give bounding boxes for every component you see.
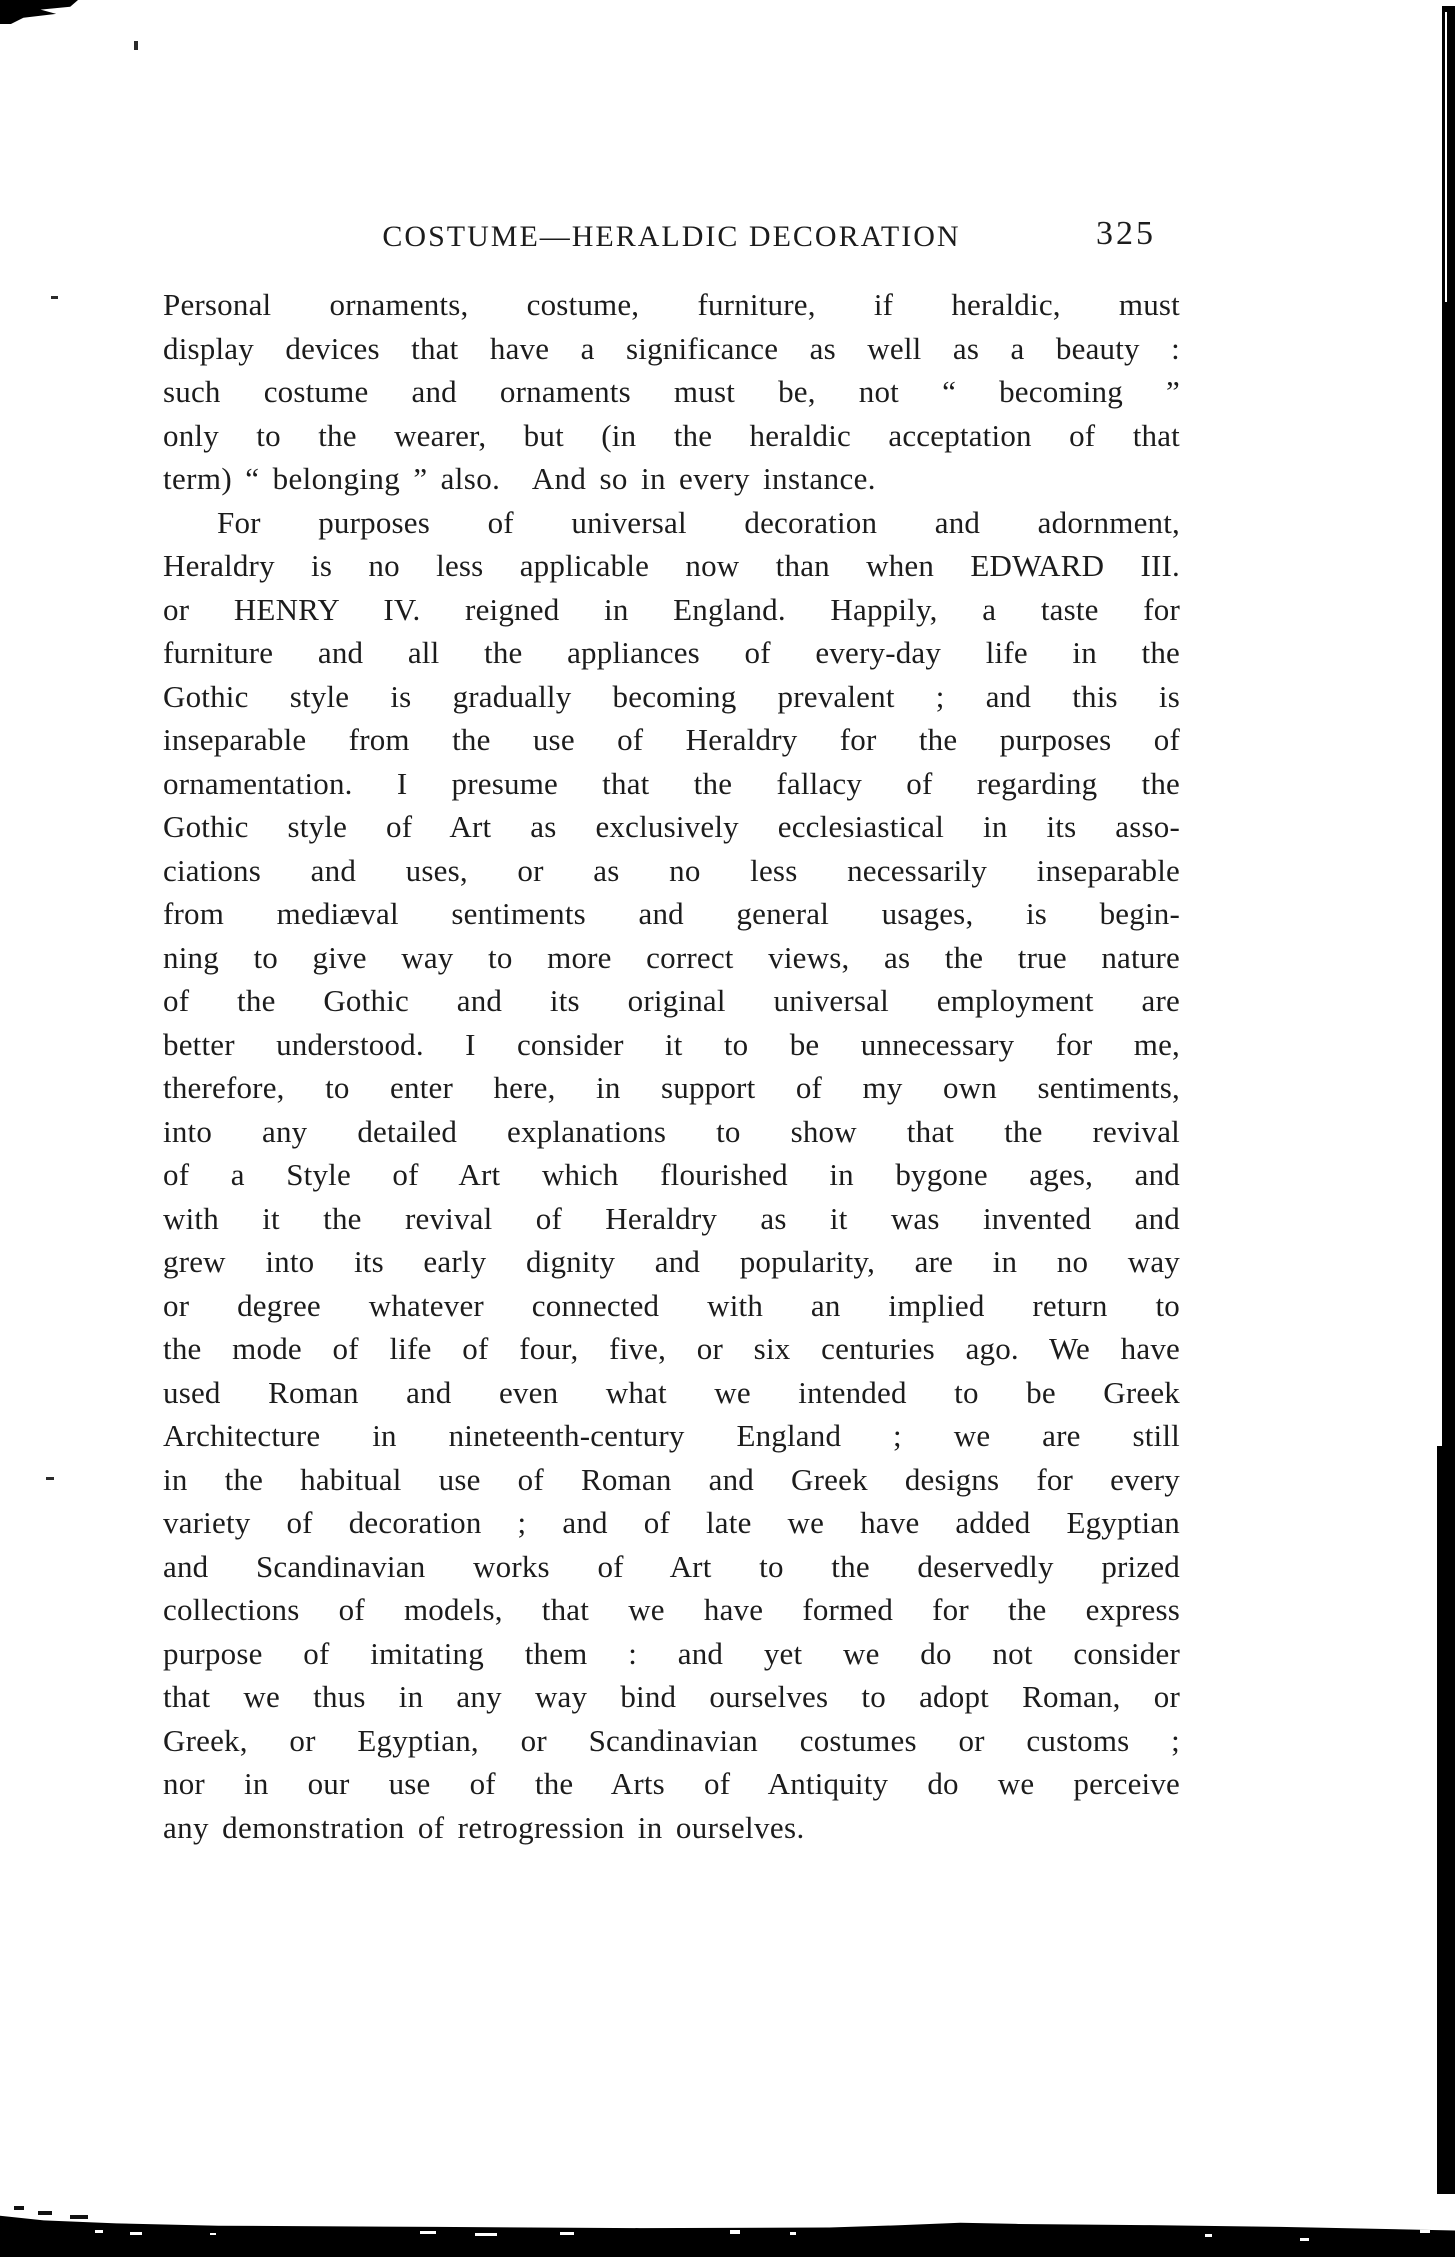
- scan-fleck: [560, 2232, 574, 2235]
- scan-artifact-bottom-edge: [0, 2198, 1455, 2257]
- text-line: grew into its early dignity and popularity, are in no way: [163, 1244, 1180, 1279]
- scan-artifact-corner-mark: [0, 0, 78, 24]
- running-title: COSTUME—HERALDIC DECORATION: [382, 220, 961, 253]
- text-line: Gothic style of Art as exclusively ecclesiastical in its asso-: [163, 809, 1180, 844]
- text-line: Personal ornaments, costume, furniture, if heraldic, must: [163, 287, 1180, 322]
- text-line: that we thus in any way bind ourselves to adopt Roman, or: [163, 1679, 1180, 1714]
- text-line: inseparable from the use of Heraldry for the purposes of: [163, 722, 1180, 757]
- text-line: from mediæval sentiments and general usages, is begin-: [163, 896, 1180, 931]
- text-line: collections of models, that we have formed for the express: [163, 1592, 1180, 1627]
- page-number: 325: [1096, 215, 1156, 252]
- text-line: Greek, or Egyptian, or Scandinavian costumes or customs ;: [163, 1722, 1180, 1758]
- text-line: Gothic style is gradually becoming prevalent ; and this is: [163, 678, 1180, 714]
- text-line: ciations and uses, or as no less necessarily inseparable: [163, 852, 1180, 888]
- text-line: and Scandinavian works of Art to the deservedly prized: [163, 1548, 1180, 1584]
- scan-fleck: [790, 2232, 796, 2235]
- text-line: furniture and all the appliances of every-day life in the: [163, 635, 1180, 670]
- text-line: used Roman and even what we intended to be Greek: [163, 1374, 1180, 1410]
- text-line: of the Gothic and its original universal employment are: [163, 983, 1180, 1018]
- scan-fleck: [95, 2230, 103, 2233]
- text-line: into any detailed explanations to show that the revival: [163, 1113, 1180, 1149]
- scan-fleck: [130, 2232, 142, 2235]
- scan-speck: [70, 2215, 88, 2219]
- text-line: variety of decoration ; and of late we have added Egyptian: [163, 1505, 1180, 1540]
- scan-fleck: [1205, 2234, 1212, 2237]
- text-line: in the habitual use of Roman and Greek designs for every: [163, 1461, 1180, 1497]
- body-text: [163, 283, 1180, 1849]
- scan-artifact-right-edge: [1442, 6, 1455, 2194]
- text-line: term) “ belonging ” also. And so in every instance.: [163, 461, 876, 496]
- text-line: better understood. I consider it to be unnecessary for me,: [163, 1026, 1180, 1062]
- scan-speck: [51, 296, 58, 299]
- running-header: [163, 215, 1180, 260]
- text-line: the mode of life of four, five, or six centuries ago. We have: [163, 1331, 1180, 1366]
- text-line: or HENRY IV. reigned in England. Happily, a taste for: [163, 591, 1180, 627]
- text-line: Architecture in nineteenth-century England ; we are still: [163, 1418, 1180, 1453]
- scan-speck: [134, 41, 138, 50]
- scan-fleck: [420, 2231, 436, 2234]
- text-line: therefore, to enter here, in support of my own sentiments,: [163, 1070, 1180, 1105]
- scan-speck: [38, 2211, 52, 2215]
- scan-speck: [46, 1477, 54, 1480]
- text-line: of a Style of Art which flourished in bygone ages, and: [163, 1157, 1180, 1192]
- text-line: such costume and ornaments must be, not “ becoming ”: [163, 374, 1180, 409]
- text-line: ornamentation. I presume that the fallacy of regarding the: [163, 765, 1180, 801]
- text-line: nor in our use of the Arts of Antiquity do we perceive: [163, 1766, 1180, 1801]
- text-line: only to the wearer, but (in the heraldic acceptation of that: [163, 417, 1180, 453]
- text-line: display devices that have a significance as well as a beauty :: [163, 330, 1180, 366]
- scan-fleck: [475, 2233, 497, 2236]
- scan-fleck: [1300, 2238, 1309, 2241]
- text-line: any demonstration of retrogression in ourselves.: [163, 1809, 805, 1845]
- scan-fleck: [730, 2230, 740, 2234]
- text-line: Heraldry is no less applicable now than when EDWARD III.: [163, 548, 1180, 583]
- text-line: ning to give way to more correct views, as the true nature: [163, 939, 1180, 975]
- text-line: For purposes of universal decoration and adornment,: [217, 504, 1180, 540]
- scan-fleck: [210, 2233, 216, 2235]
- text-line: or degree whatever connected with an implied return to: [163, 1287, 1180, 1323]
- text-line: purpose of imitating them : and yet we do not consider: [163, 1635, 1180, 1671]
- scan-speck: [14, 2206, 24, 2210]
- scan-fleck: [1420, 2228, 1430, 2233]
- text-line: with it the revival of Heraldry as it was invented and: [163, 1200, 1180, 1236]
